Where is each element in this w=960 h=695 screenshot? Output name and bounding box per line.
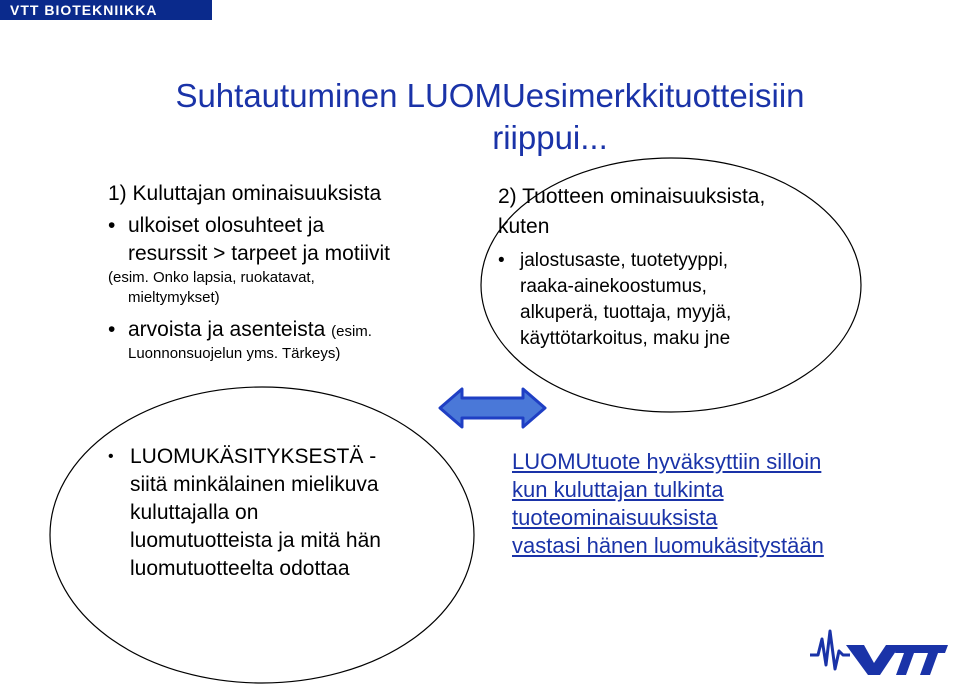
acceptance-line-3: tuoteominaisuuksista [512, 505, 718, 530]
bullet-values-small: (esim. [331, 323, 372, 340]
header-label: VTT BIOTEKNIIKKA [10, 2, 158, 18]
consumer-heading: 1) Kuluttajan ominaisuuksista [108, 182, 382, 205]
product-bullet-line-2: raaka-ainekoostumus, [520, 276, 707, 297]
note-line-2: mieltymykset) [128, 289, 220, 306]
title-line-1: Suhtautuminen LUOMUesimerkkituotteisiin [175, 77, 805, 114]
bullet-resources-line-2: resurssit > tarpeet ja motiivit [128, 242, 391, 265]
organic-perception-bullet [108, 443, 458, 583]
bullet-values [108, 316, 488, 364]
page-title [100, 75, 880, 159]
note-example [108, 268, 488, 308]
product-heading-line-2: kuten [498, 215, 550, 238]
product-properties [498, 182, 843, 352]
acceptance-line-4: vastasi hänen luomukäsitystään [512, 533, 824, 558]
bullet-values-line-2: Luonnonsuojelun yms. Tärkeys) [128, 345, 341, 362]
acceptance-statement [512, 448, 932, 560]
product-bullet-line-4: käyttötarkoitus, maku jne [520, 328, 731, 349]
consumer-properties [108, 180, 488, 364]
acceptance-line-2: kun kuluttajan tulkinta [512, 477, 724, 502]
product-bullet-line-3: alkuperä, tuottaja, myyjä, [520, 302, 732, 323]
double-arrow-icon [440, 389, 545, 427]
title-line-2: riippui... [492, 119, 608, 156]
product-heading [498, 182, 843, 242]
bullet-values-main: arvoista ja asenteista [128, 318, 326, 341]
perception-line-1: • LUOMUKÄSITYKSESTÄ - [130, 445, 377, 468]
perception-line-3: kuluttajalla on [130, 501, 259, 524]
bullet-resources [108, 212, 488, 268]
product-bullet [498, 248, 843, 352]
perception-line-2: siitä minkälainen mielikuva [130, 473, 379, 496]
note-line-1: (esim. Onko lapsia, ruokatavat, [108, 269, 315, 286]
vtt-logo-icon [808, 625, 948, 677]
perception-line-4: luomutuotteista ja mitä hän [130, 529, 381, 552]
product-heading-line-1: 2) Tuotteen ominaisuuksista, [498, 185, 766, 208]
product-bullet-line-1: • jalostusaste, tuotetyyppi, [520, 250, 729, 271]
bullet-resources-line-1: • ulkoiset olosuhteet ja [128, 214, 325, 237]
perception-line-5: luomutuotteelta odottaa [130, 557, 350, 580]
acceptance-line-1: LUOMUtuote hyväksyttiin silloin [512, 449, 822, 474]
organic-perception [108, 443, 458, 583]
